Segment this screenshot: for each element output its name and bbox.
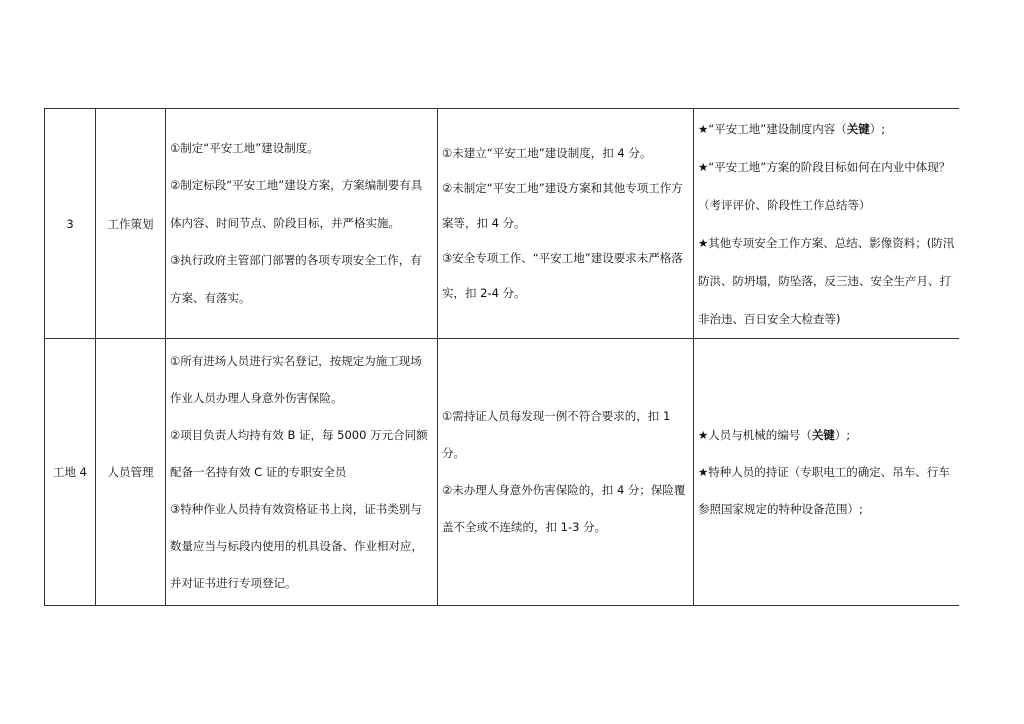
key-marker: 关键: [811, 427, 835, 442]
item-name: 人员管理: [96, 339, 166, 606]
table-row: [45, 109, 959, 339]
item-name: 工作策划: [96, 109, 166, 339]
requirements-cell: [166, 109, 438, 339]
scoring-line: ①未建立“平安工地”建设制度，扣 4 分。: [442, 146, 652, 160]
requirement-line: ①所有进场人员进行实名登记，按规定为施工现场作业人员办理人身意外伤害保险。: [170, 353, 422, 405]
requirements-cell: [166, 339, 438, 606]
check-line: ★“平安工地”方案的阶段目标如何在内业中体现？（考评评价、阶段性工作总结等）: [698, 159, 951, 212]
scoring-line: ②未制定“平安工地”建设方案和其他专项工作方案等，扣 4 分。: [442, 181, 683, 230]
key-marker: 关键: [846, 121, 870, 136]
requirement-line: ②项目负责人均持有效 B 证，每 5000 万元合同额配备一名持有效 C 证的专职安全员: [170, 427, 428, 479]
check-line: ★“平安工地”建设制度内容（关键）;: [698, 121, 886, 136]
check-cell: [694, 109, 959, 339]
scoring-cell: [438, 339, 694, 606]
check-line: ★人员与机械的编号（关键）;: [698, 427, 851, 442]
requirement-line: ①制定“平安工地”建设制度。: [170, 140, 319, 155]
scoring-cell: [438, 109, 694, 339]
scoring-line: ③安全专项工作、“平安工地”建设要求未严格落实，扣 2-4 分。: [442, 251, 683, 300]
requirement-line: ②制定标段“平安工地”建设方案，方案编制要有具体内容、时间节点、阶段目标，并严格实施。: [170, 178, 423, 230]
criteria-table: [44, 108, 959, 606]
check-line: ★其他专项安全工作方案、总结、影像资料；(防汛防洪、防坍塌，防坠落，反三违、安全生产月、打非治违、百日安全大检查等): [698, 235, 955, 326]
requirement-line: ③执行政府主管部门部署的各项专项安全工作，有方案、有落实。: [170, 253, 422, 305]
check-cell: [694, 339, 959, 606]
check-line: ★特种人员的持证（专职电工的确定、吊车、行车参照国家规定的特种设备范围）;: [698, 464, 950, 516]
requirement-line: ③特种作业人员持有效资格证书上岗，证书类别与数量应当与标段内使用的机具设备、作业相对应，并对证书进行专项登记。: [170, 501, 423, 590]
table-row: [45, 339, 959, 606]
row-number: 3: [45, 109, 96, 339]
row-number: 工地 4: [45, 339, 96, 606]
scoring-line: ①需持证人员每发现一例不符合要求的，扣 1 分。: [442, 409, 671, 460]
scoring-line: ②未办理人身意外伤害保险的，扣 4 分；保险覆盖不全或不连续的，扣 1-3 分。: [442, 483, 686, 534]
